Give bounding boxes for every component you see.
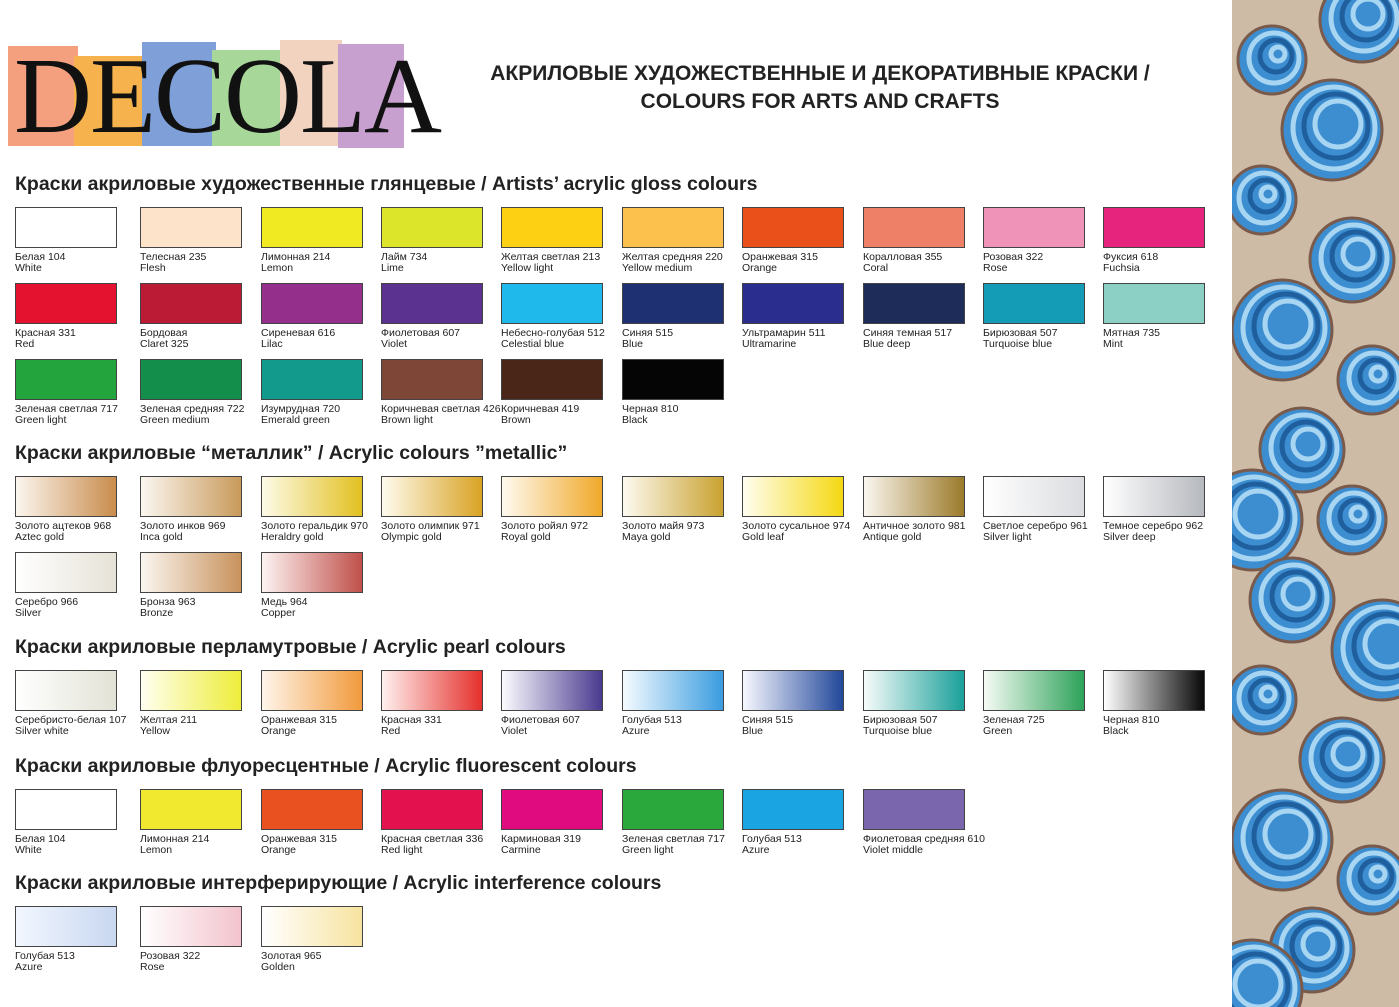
color-name-en: Rose [140,961,165,973]
color-name-en: Lemon [140,844,173,856]
color-label [501,834,581,856]
color-name-en: Brown light [381,414,433,426]
color-name-en: Carmine [501,844,541,856]
color-name-ru: Зеленая средняя 722 [140,403,245,415]
color-name-en: Lilac [261,338,283,350]
color-name-ru: Бордовая [140,327,188,339]
color-name-en: Green [983,725,1013,737]
color-swatch [1103,476,1205,517]
color-swatch [863,670,965,711]
color-name-ru: Золото инков 969 [140,520,226,532]
color-name-ru: Синяя 515 [622,327,674,339]
color-swatch [863,207,965,248]
color-label [381,404,501,426]
color-name-ru: Лимонная 214 [140,833,210,845]
color-name-ru: Белая 104 [15,251,66,263]
color-swatch [501,476,603,517]
color-name-en: Emerald green [261,414,330,426]
color-swatch [983,476,1085,517]
color-swatch [622,670,724,711]
color-swatch [622,207,724,248]
color-name-ru: Коралловая 355 [863,251,943,263]
color-name-ru: Медь 964 [261,596,308,608]
color-label [863,715,937,737]
logo-text: DECOLA [14,37,440,156]
color-name-en: Green light [622,844,674,856]
color-name-en: Silver white [15,725,69,737]
color-swatch [622,359,724,400]
color-swatch [15,789,117,830]
color-swatch [140,670,242,711]
color-name-ru: Фиолетовая 607 [381,327,461,339]
color-swatch [501,283,603,324]
color-swatch [261,552,363,593]
color-label [15,252,65,274]
color-name-ru: Бирюзовая 507 [863,714,938,726]
color-swatch [983,283,1085,324]
section-title: Краски акриловые художественные глянцевые / Artists’ acrylic gloss colours [15,173,758,195]
color-label [1103,521,1203,543]
color-swatch [863,789,965,830]
color-name-ru: Голубая 513 [15,950,75,962]
color-name-ru: Оранжевая 315 [261,833,337,845]
color-label [261,834,337,856]
color-label [140,597,195,619]
color-name-en: Flesh [140,262,166,274]
color-name-en: Violet [501,725,528,737]
page-title-line2: COLOURS FOR ARTS AND CRAFTS [640,90,1000,113]
color-name-ru: Карминовая 319 [501,833,581,845]
color-label [622,834,725,856]
color-name-en: Turquoise blue [863,725,933,737]
page-title-line1: АКРИЛОВЫЕ ХУДОЖЕСТВЕННЫЕ И ДЕКОРАТИВНЫЕ КРАСКИ / [490,62,1150,85]
color-label [742,834,802,856]
color-name-en: Bronze [140,607,174,619]
color-name-en: Violet middle [863,844,923,856]
color-name-en: Silver deep [1103,531,1156,543]
color-name-ru: Коричневая светлая 426 [381,403,501,415]
color-name-ru: Зеленая 725 [983,714,1045,726]
color-name-ru: Золото геральдик 970 [261,520,368,532]
color-name-ru: Телесная 235 [140,251,207,263]
color-swatch [983,207,1085,248]
color-swatch [1103,670,1205,711]
color-swatch [15,906,117,947]
color-label [501,521,588,543]
color-name-ru: Мятная 735 [1103,327,1161,339]
color-name-ru: Желтая светлая 213 [501,251,601,263]
color-swatch [742,670,844,711]
color-label [501,404,579,426]
color-swatch [1103,283,1205,324]
color-swatch [742,789,844,830]
color-label [501,328,605,350]
color-label [863,328,952,350]
color-name-en: Yellow [140,725,170,737]
color-name-ru: Серебро 966 [15,596,79,608]
color-name-ru: Светлое серебро 961 [983,520,1088,532]
color-swatch [742,476,844,517]
color-name-en: Heraldry gold [261,531,324,543]
color-name-ru: Золото сусальное 974 [742,520,851,532]
color-swatch [15,207,117,248]
color-name-en: Black [622,414,648,426]
color-swatch [261,283,363,324]
color-label [15,951,75,973]
color-label [1103,328,1160,350]
color-label [15,834,65,856]
color-name-ru: Темное серебро 962 [1103,520,1204,532]
color-swatch [140,789,242,830]
color-name-ru: Черная 810 [622,403,679,415]
color-name-ru: Коричневая 419 [501,403,580,415]
color-name-en: Inca gold [140,531,183,543]
color-swatch [622,283,724,324]
color-name-en: Copper [261,607,296,619]
color-name-en: Brown [501,414,531,426]
color-name-ru: Ультрамарин 511 [742,327,826,339]
color-name-ru: Золотая 965 [261,950,322,962]
color-label [15,328,76,350]
decola-logo [8,36,440,156]
color-name-en: Mint [1103,338,1123,350]
color-name-ru: Золото ацтеков 968 [15,520,112,532]
color-name-ru: Розовая 322 [983,251,1044,263]
color-swatch [742,283,844,324]
color-label [140,715,197,737]
color-label [15,404,118,426]
color-swatch [622,476,724,517]
color-name-en: Olympic gold [381,531,442,543]
color-name-en: Lime [381,262,404,274]
color-swatch [1103,207,1205,248]
color-name-ru: Серебристо-белая 107 [15,714,127,726]
color-swatch [261,476,363,517]
color-swatch [15,359,117,400]
color-name-ru: Бронза 963 [140,596,196,608]
color-label [622,715,682,737]
color-name-ru: Красная 331 [15,327,76,339]
color-name-ru: Желтая 211 [140,714,198,726]
color-name-en: Violet [381,338,408,350]
color-swatch [501,789,603,830]
color-swatch [140,283,242,324]
color-label [140,521,225,543]
color-name-ru: Белая 104 [15,833,66,845]
color-label [381,834,483,856]
color-label [1103,252,1158,274]
color-name-en: Azure [622,725,650,737]
color-name-en: Maya gold [622,531,671,543]
section-title: Краски акриловые перламутровые / Acrylic pearl colours [15,636,566,658]
color-name-en: Rose [983,262,1008,274]
color-name-en: Black [1103,725,1129,737]
color-label [261,404,340,426]
color-name-en: Red [15,338,35,350]
color-name-en: Orange [742,262,778,274]
section-title: Краски акриловые интерферирующие / Acrylic interference colours [15,872,662,894]
color-name-en: Blue [622,338,644,350]
color-swatch [140,207,242,248]
section-title: Краски акриловые флуоресцентные / Acrylic fluorescent colours [15,755,637,777]
color-label [622,328,673,350]
color-label [15,715,126,737]
color-name-en: Celestial blue [501,338,565,350]
color-name-ru: Золото олимпик 971 [381,520,480,532]
color-swatch [742,207,844,248]
color-name-en: Coral [863,262,889,274]
color-label [742,521,850,543]
color-name-ru: Фуксия 618 [1103,251,1159,263]
color-label [1103,715,1159,737]
color-name-en: Royal gold [501,531,551,543]
color-label [742,252,818,274]
color-label [261,252,330,274]
color-swatch [15,283,117,324]
color-label [381,328,460,350]
color-swatch [140,906,242,947]
color-label [261,328,335,350]
color-label [140,404,244,426]
color-label [863,834,985,856]
color-label [622,521,704,543]
color-label [261,951,321,973]
color-name-ru: Оранжевая 315 [742,251,818,263]
color-label [381,715,442,737]
color-label [261,715,337,737]
color-name-en: Golden [261,961,295,973]
color-name-en: Silver light [983,531,1032,543]
color-name-en: Blue [742,725,764,737]
color-name-ru: Голубая 513 [742,833,802,845]
color-name-ru: Желтая средняя 220 [622,251,723,263]
color-swatch [261,207,363,248]
color-label [863,252,942,274]
color-name-en: Orange [261,844,297,856]
color-name-ru: Зеленая светлая 717 [622,833,725,845]
color-label [381,252,427,274]
color-name-ru: Оранжевая 315 [261,714,337,726]
color-label [261,521,368,543]
color-swatch [381,359,483,400]
color-swatch [381,476,483,517]
color-name-en: Claret 325 [140,338,189,350]
color-name-en: Aztec gold [15,531,65,543]
color-name-ru: Изумрудная 720 [261,403,341,415]
color-name-ru: Бирюзовая 507 [983,327,1058,339]
color-label [15,521,111,543]
page-title [420,60,1220,116]
color-label [983,252,1043,274]
color-label [983,715,1045,737]
color-swatch [381,789,483,830]
color-name-en: White [15,844,42,856]
swirl-pattern-icon [1232,0,1399,1007]
color-name-en: Green medium [140,414,210,426]
color-name-ru: Синяя 515 [742,714,794,726]
color-swatch [983,670,1085,711]
color-name-en: Red [381,725,401,737]
color-label [381,521,480,543]
color-label [140,328,188,350]
color-swatch [501,359,603,400]
color-name-en: Antique gold [863,531,922,543]
color-swatch [381,283,483,324]
color-swatch [140,476,242,517]
color-name-en: Green light [15,414,67,426]
color-swatch [381,207,483,248]
color-name-en: Turquoise blue [983,338,1053,350]
color-swatch [261,906,363,947]
color-name-en: Lemon [261,262,294,274]
color-name-ru: Сиреневая 616 [261,327,336,339]
color-name-ru: Фиолетовая 607 [501,714,581,726]
color-swatch [261,359,363,400]
color-name-ru: Красная 331 [381,714,442,726]
color-name-en: Yellow medium [622,262,693,274]
color-name-ru: Золото ройял 972 [501,520,589,532]
color-swatch [381,670,483,711]
color-name-ru: Черная 810 [1103,714,1160,726]
color-name-en: Blue deep [863,338,911,350]
color-name-en: Orange [261,725,297,737]
color-label [501,715,580,737]
color-label [863,521,965,543]
color-label [742,328,825,350]
color-label [261,597,308,619]
color-name-ru: Античное золото 981 [863,520,966,532]
color-swatch [863,476,965,517]
color-name-en: Azure [742,844,770,856]
color-name-ru: Лайм 734 [381,251,428,263]
color-name-en: Azure [15,961,43,973]
color-label [983,521,1088,543]
color-swatch [140,359,242,400]
color-swatch [15,476,117,517]
color-swatch [501,207,603,248]
color-swatch [140,552,242,593]
color-label [501,252,600,274]
color-name-ru: Голубая 513 [622,714,682,726]
color-label [140,252,206,274]
color-label [140,951,200,973]
color-name-en: Ultramarine [742,338,797,350]
color-swatch [501,670,603,711]
color-label [15,597,78,619]
color-label [140,834,209,856]
color-label [983,328,1057,350]
color-name-ru: Зеленая светлая 717 [15,403,118,415]
color-name-en: Red light [381,844,423,856]
color-name-ru: Розовая 322 [140,950,201,962]
color-name-ru: Красная светлая 336 [381,833,484,845]
section-title: Краски акриловые “металлик” / Acrylic colours ”metallic” [15,442,568,464]
color-swatch [15,670,117,711]
color-name-en: Fuchsia [1103,262,1140,274]
color-swatch [622,789,724,830]
color-name-ru: Золото майя 973 [622,520,705,532]
color-name-ru: Небесно-голубая 512 [501,327,605,339]
color-label [622,252,723,274]
color-name-en: Gold leaf [742,531,785,543]
decorative-swirl-image [1232,0,1399,1007]
color-label [742,715,793,737]
color-name-en: White [15,262,42,274]
color-name-en: Yellow light [501,262,554,274]
color-swatch [15,552,117,593]
color-swatch [261,670,363,711]
color-name-ru: Лимонная 214 [261,251,331,263]
color-swatch [261,789,363,830]
color-name-en: Silver [15,607,42,619]
color-label [622,404,678,426]
color-swatch [863,283,965,324]
color-name-ru: Синяя темная 517 [863,327,953,339]
color-name-ru: Фиолетовая средняя 610 [863,833,985,845]
